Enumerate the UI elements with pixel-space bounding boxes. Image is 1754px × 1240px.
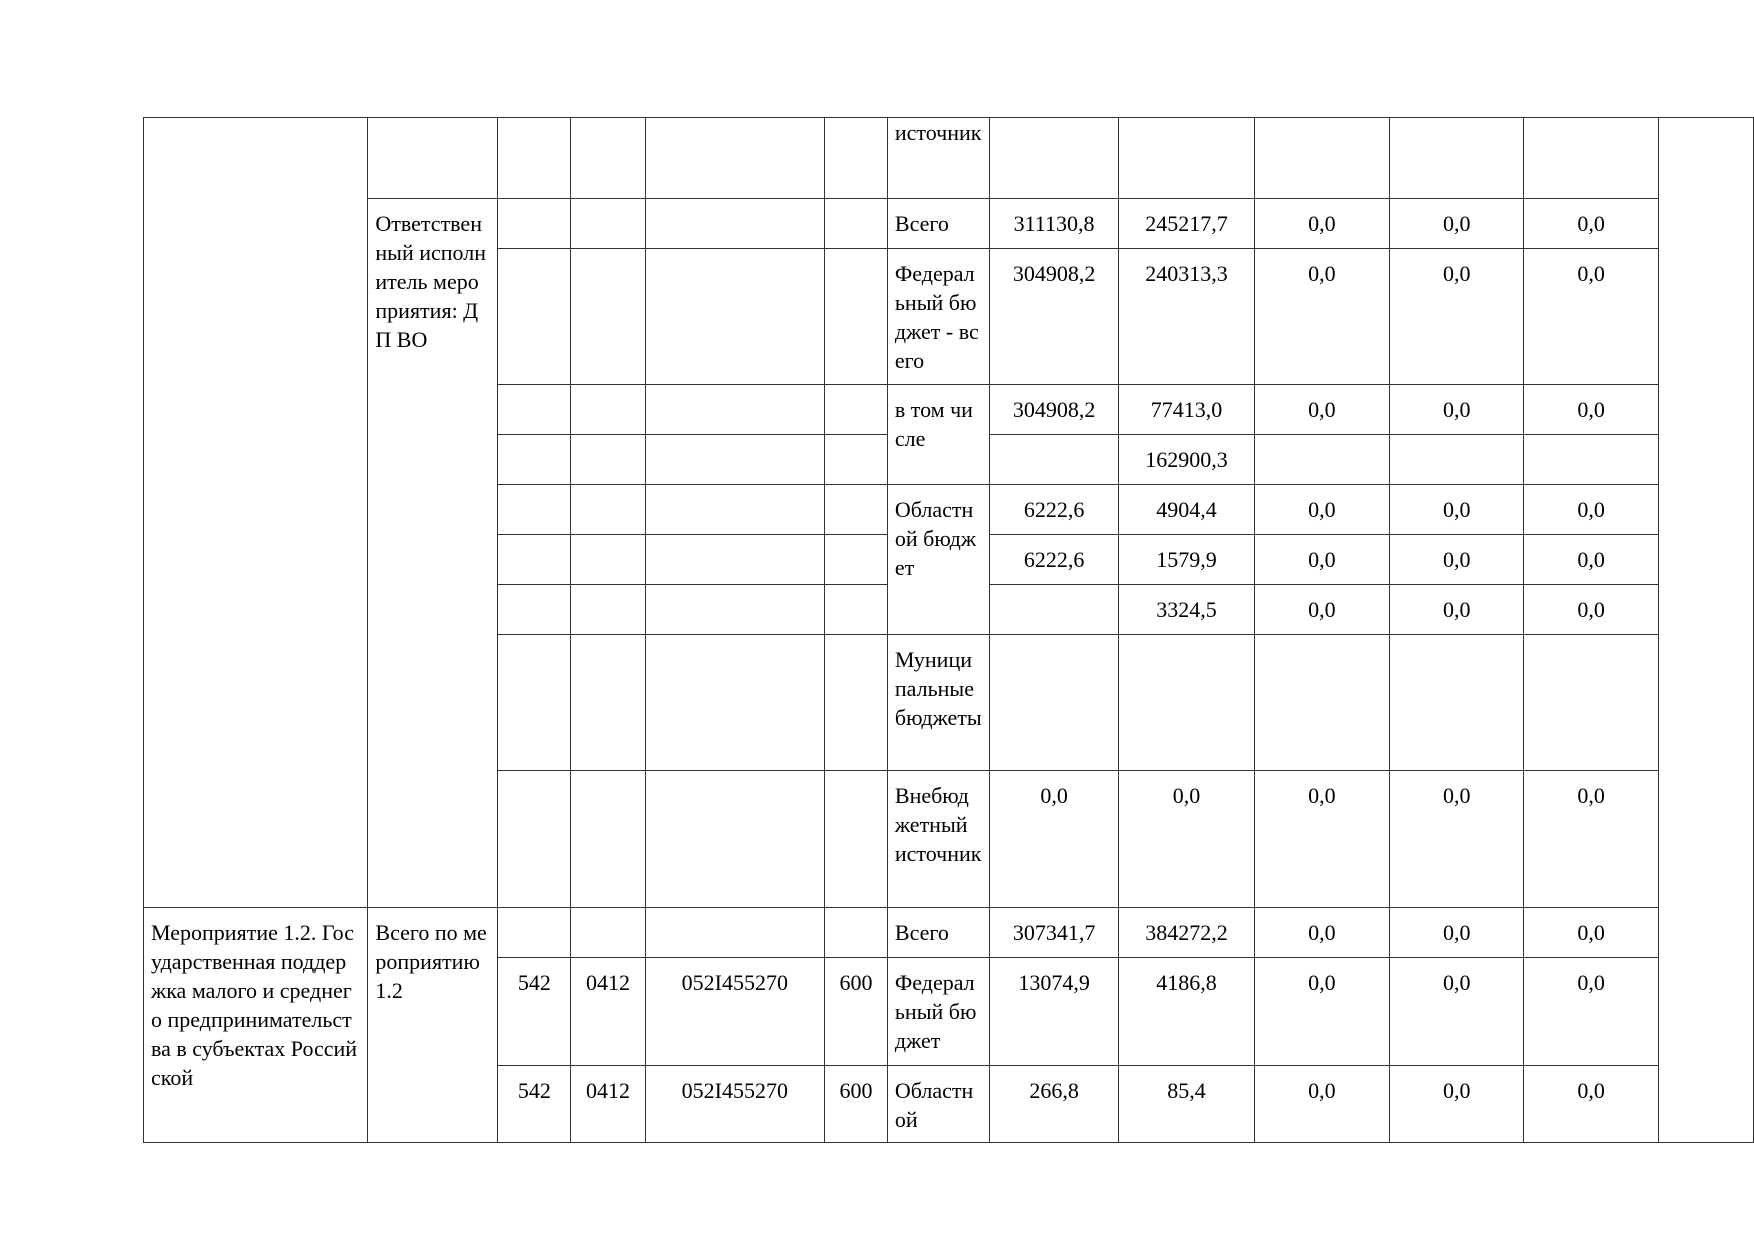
value-cell <box>1524 118 1658 199</box>
table-row <box>144 908 1754 958</box>
vr-cell <box>825 485 888 535</box>
source-cell: Внебюджетный источник <box>887 771 989 908</box>
value-cell: 0,0 <box>1254 535 1389 585</box>
rzpr-cell <box>571 118 645 199</box>
value-cell: 4186,8 <box>1119 958 1254 1066</box>
responsible-cell <box>368 118 498 199</box>
value-cell: 0,0 <box>1254 958 1389 1066</box>
value-cell: 13074,9 <box>989 958 1119 1066</box>
value-cell: 0,0 <box>1524 535 1658 585</box>
value-cell <box>989 435 1119 485</box>
value-cell: 240313,3 <box>1119 249 1254 385</box>
source-cell: Областной <box>887 1066 989 1143</box>
value-cell: 0,0 <box>1119 771 1254 908</box>
grbs-cell <box>498 535 571 585</box>
rzpr-cell <box>571 635 645 771</box>
grbs-cell: 542 <box>498 958 571 1066</box>
grbs-cell <box>498 118 571 199</box>
rzpr-cell <box>571 585 645 635</box>
rzpr-cell <box>571 485 645 535</box>
csr-cell: 052I455270 <box>645 1066 825 1143</box>
grbs-cell <box>498 635 571 771</box>
source-cell: Федеральный бюджет - всего <box>887 249 989 385</box>
grbs-cell <box>498 385 571 435</box>
value-cell: 0,0 <box>1524 249 1658 385</box>
vr-cell: 600 <box>825 958 888 1066</box>
source-cell: Муниципальные бюджеты <box>887 635 989 771</box>
value-cell: 0,0 <box>1254 249 1389 385</box>
value-cell: 384272,2 <box>1119 908 1254 958</box>
rzpr-cell: 0412 <box>571 1066 645 1143</box>
csr-cell <box>645 771 825 908</box>
value-cell: 0,0 <box>1254 485 1389 535</box>
value-cell <box>1390 635 1524 771</box>
csr-cell <box>645 535 825 585</box>
value-cell <box>1254 435 1389 485</box>
rzpr-cell <box>571 908 645 958</box>
grbs-cell <box>498 908 571 958</box>
value-cell <box>989 585 1119 635</box>
grbs-cell <box>498 585 571 635</box>
csr-cell <box>645 249 825 385</box>
source-cell: Федеральный бюджет <box>887 958 989 1066</box>
vr-cell <box>825 771 888 908</box>
csr-cell <box>645 385 825 435</box>
value-cell <box>989 118 1119 199</box>
rzpr-cell <box>571 249 645 385</box>
vr-cell: 600 <box>825 1066 888 1143</box>
value-cell: 0,0 <box>1524 385 1658 435</box>
source-cell: источник <box>887 118 989 199</box>
value-cell: 307341,7 <box>989 908 1119 958</box>
value-cell: 0,0 <box>1254 771 1389 908</box>
value-cell: 3324,5 <box>1119 585 1254 635</box>
value-cell: 0,0 <box>1524 199 1658 249</box>
csr-cell <box>645 908 825 958</box>
csr-cell <box>645 635 825 771</box>
value-cell <box>989 635 1119 771</box>
grbs-cell <box>498 485 571 535</box>
vr-cell <box>825 585 888 635</box>
value-cell: 0,0 <box>1254 385 1389 435</box>
source-cell: Всего <box>887 908 989 958</box>
event-cell: Мероприятие 1.2. Государственная поддержка малого и среднего предпринимательства в субъектах Российской <box>144 908 368 1143</box>
vr-cell <box>825 249 888 385</box>
value-cell: 0,0 <box>1390 199 1524 249</box>
value-cell: 0,0 <box>1524 908 1658 958</box>
vr-cell <box>825 199 888 249</box>
value-cell: 311130,8 <box>989 199 1119 249</box>
grbs-cell <box>498 199 571 249</box>
value-cell: 266,8 <box>989 1066 1119 1143</box>
vr-cell <box>825 635 888 771</box>
value-cell: 0,0 <box>1390 249 1524 385</box>
value-cell: 0,0 <box>1390 485 1524 535</box>
value-cell: 0,0 <box>1390 958 1524 1066</box>
value-cell: 0,0 <box>1254 199 1389 249</box>
grbs-cell: 542 <box>498 1066 571 1143</box>
csr-cell <box>645 485 825 535</box>
vr-cell <box>825 435 888 485</box>
value-cell: 304908,2 <box>989 385 1119 435</box>
vr-cell <box>825 118 888 199</box>
value-cell <box>1390 435 1524 485</box>
grbs-cell <box>498 435 571 485</box>
value-cell <box>1119 635 1254 771</box>
value-cell: 1579,9 <box>1119 535 1254 585</box>
value-cell <box>1390 118 1524 199</box>
value-cell: 0,0 <box>1524 958 1658 1066</box>
value-cell <box>1254 118 1389 199</box>
rzpr-cell <box>571 771 645 908</box>
value-cell: 0,0 <box>1254 908 1389 958</box>
value-cell: 0,0 <box>1390 908 1524 958</box>
rzpr-cell <box>571 199 645 249</box>
rzpr-cell <box>571 385 645 435</box>
event-cell <box>144 118 368 908</box>
grbs-cell <box>498 249 571 385</box>
value-cell: 0,0 <box>989 771 1119 908</box>
trailing-cell <box>1658 118 1753 1143</box>
value-cell <box>1524 435 1658 485</box>
value-cell: 0,0 <box>1524 1066 1658 1143</box>
rzpr-cell <box>571 435 645 485</box>
csr-cell <box>645 585 825 635</box>
value-cell: 0,0 <box>1390 585 1524 635</box>
vr-cell <box>825 908 888 958</box>
value-cell: 0,0 <box>1390 535 1524 585</box>
csr-cell <box>645 199 825 249</box>
value-cell: 0,0 <box>1524 771 1658 908</box>
value-cell: 304908,2 <box>989 249 1119 385</box>
table-row <box>144 199 1754 249</box>
rzpr-cell: 0412 <box>571 958 645 1066</box>
value-cell: 77413,0 <box>1119 385 1254 435</box>
value-cell: 6222,6 <box>989 535 1119 585</box>
value-cell: 0,0 <box>1390 771 1524 908</box>
value-cell: 162900,3 <box>1119 435 1254 485</box>
value-cell: 245217,7 <box>1119 199 1254 249</box>
responsible-cell: Ответственный исполнитель мероприятия: ДП ВО <box>368 199 498 908</box>
value-cell: 0,0 <box>1524 585 1658 635</box>
value-cell: 0,0 <box>1254 585 1389 635</box>
value-cell: 0,0 <box>1524 485 1658 535</box>
budget-table <box>143 117 1754 1143</box>
csr-cell <box>645 435 825 485</box>
responsible-cell: Всего по мероприятию 1.2 <box>368 908 498 1143</box>
grbs-cell <box>498 771 571 908</box>
table-row <box>144 118 1754 199</box>
value-cell: 0,0 <box>1254 1066 1389 1143</box>
vr-cell <box>825 535 888 585</box>
vr-cell <box>825 385 888 435</box>
value-cell <box>1524 635 1658 771</box>
value-cell <box>1119 118 1254 199</box>
source-cell: Областной бюджет <box>887 485 989 635</box>
value-cell <box>1254 635 1389 771</box>
source-cell: в том числе <box>887 385 989 485</box>
value-cell: 85,4 <box>1119 1066 1254 1143</box>
csr-cell: 052I455270 <box>645 958 825 1066</box>
value-cell: 0,0 <box>1390 1066 1524 1143</box>
value-cell: 6222,6 <box>989 485 1119 535</box>
value-cell: 4904,4 <box>1119 485 1254 535</box>
csr-cell <box>645 118 825 199</box>
rzpr-cell <box>571 535 645 585</box>
value-cell: 0,0 <box>1390 385 1524 435</box>
source-cell: Всего <box>887 199 989 249</box>
